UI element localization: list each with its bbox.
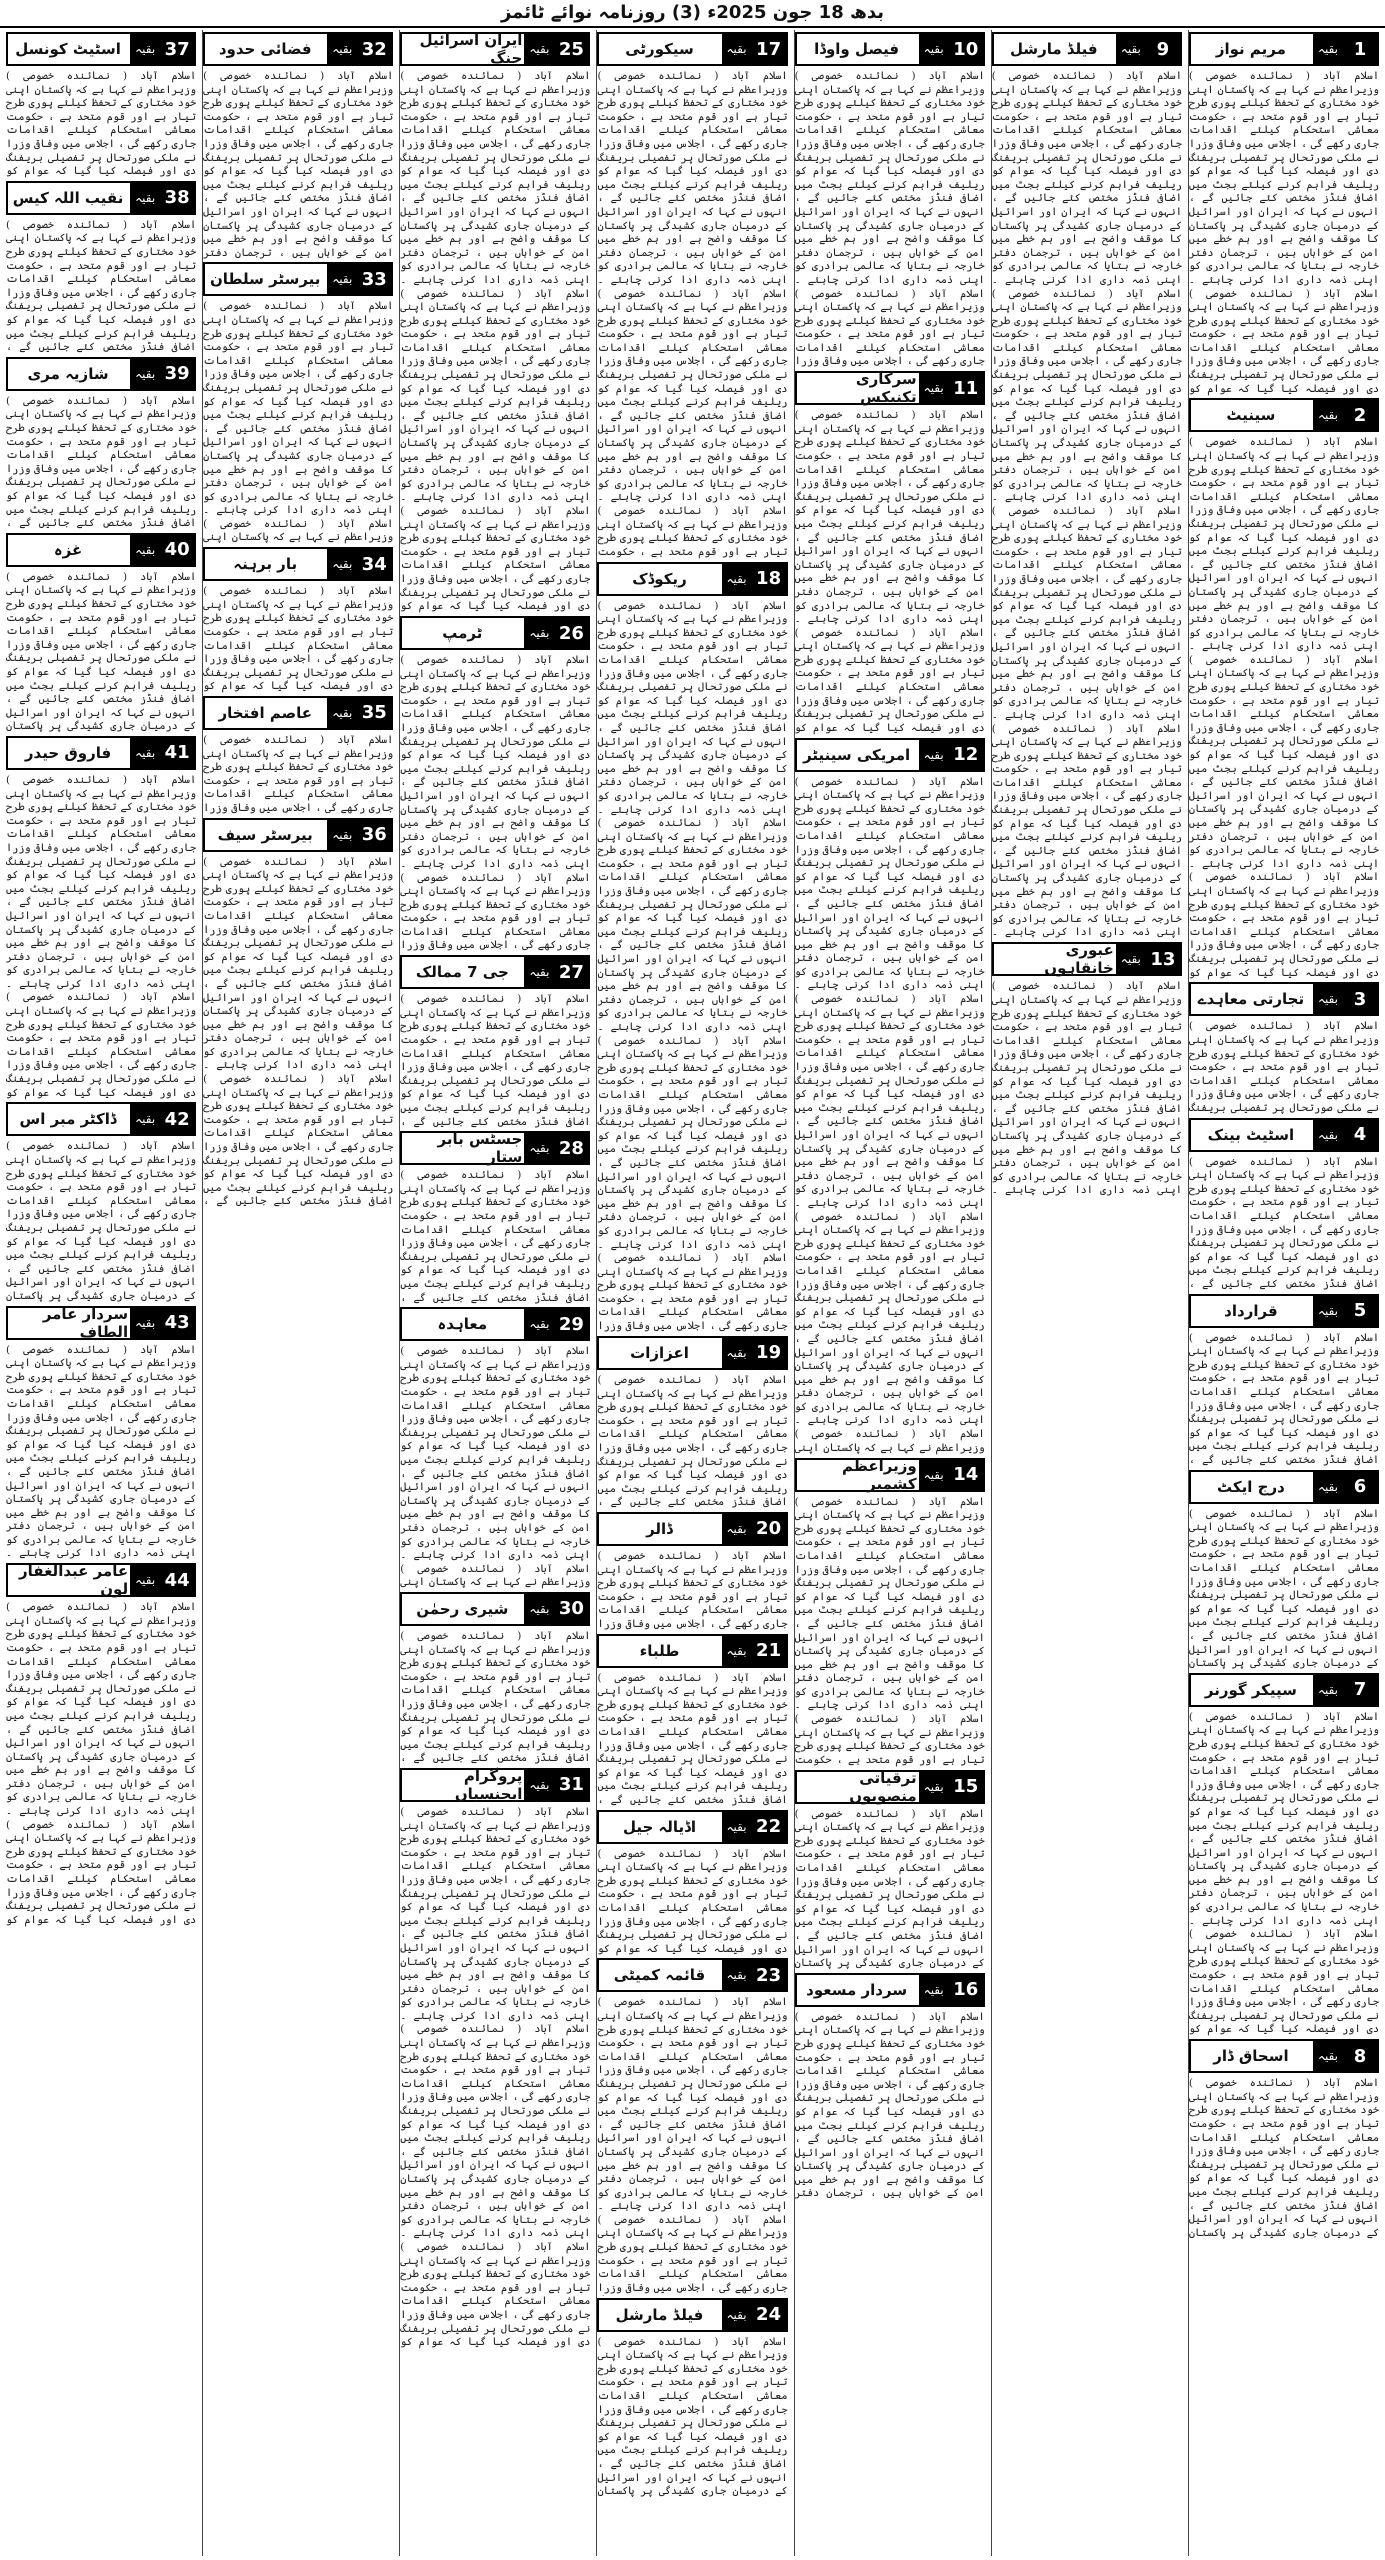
continued-label: بقیہ [128,535,160,565]
continued-header [203,547,393,581]
continued-header [1189,1470,1379,1504]
article-text: اسلام آباد ( نمائندہ خصوصی ) وزیراعظم نے کہا ہے کہ پاکستان اپنی خود مختاری کے تحفظ کیلئے پوری طرح تیار ہے اور قوم متحد ہے ، حکومت معاشی استحکام کیلئے اقدامات جاری رکھے گی ، اجلاس میں وفاقی وزرا نے ملکی صورتحال پر تفصیلی بریفنگ دی اور فیصلہ کیا گیا کہ عوام کو ریلیف فراہم کرنے کیلئے بجٹ میں اضافی فنڈز مختص کئے جائیں گے ، [400,1629,591,1765]
continued-label: بقیہ [917,34,949,64]
continued-label: بقیہ [1114,944,1146,974]
column-1 [1188,30,1379,2556]
continued-number: 31 [554,1770,588,1800]
article-text: اسلام آباد ( نمائندہ خصوصی ) وزیراعظم نے کہا ہے کہ پاکستان اپنی خود مختاری کے تحفظ کیلئے پوری طرح تیار ہے اور قوم متحد ہے ، حکومت معاشی استحکام کیلئے اقدامات جاری رکھے گی ، اجلاس میں وفاقی وزرا نے ملکی صورتحال پر تفصیلی بریفنگ دی اور فیصلہ کیا گیا کہ عوام کو ریلیف فراہم کرنے کیلئے بجٹ میں اضافی فنڈز مختص کئے جائیں گے ، انہوں نے کہا کہ ایران اور اسرائیل کے درمیان جاری کشیدگی پر پاکستان کا موقف واضح ہے اور ہم خطے میں امن کے خواہاں ہیں ، ترجمان دفتر خارجہ نے بتایا کہ عالمی برادری کو اپنی ذمہ داری ادا کرنی چاہئے ۔ اسلام آباد ( نمائندہ خصوصی ) وزیراعظم نے کہا ہے کہ پاکستان اپنی خود مختاری کے تحفظ کیلئے پوری طرح تیار ہے اور قوم متحد ہے ، حکومت معاشی استحکام کیلئے اقدامات جاری رکھے گی ، اجلاس میں وفاقی وزرا نے ملکی صورتحال پر تفصیلی بریفنگ دی اور فیصلہ کیا گیا کہ عوام کو ریلیف فراہم کرنے کیلئے بجٹ میں اضافی فنڈز مختص کئے جائیں گے ، انہوں نے کہا کہ ایران اور اسرائیل کے درمیان جاری کشیدگی پر پاکستان کا موقف واضح ہے اور ہم خطے میں امن کے خواہاں ہیں ، ترجمان دفتر خارجہ نے بتایا کہ عالمی برادری کو اپنی ذمہ داری ادا کرنی چاہئے ۔ اسلام آباد ( نمائندہ خصوصی ) وزیراعظم نے کہا ہے کہ پاکستان اپنی خود مختاری کے تحفظ کیلئے پوری طرح تیار ہے اور قوم متحد ہے ، حکومت معاشی استحکام کیلئے اقدامات جاری رکھے گی ، اجلاس میں وفاقی وزرا نے ملکی صورتحال پر تفصیلی بریفنگ دی اور فیصلہ کیا گیا کہ عوام کو ریلیف فراہم کرنے کیلئے بجٹ میں اضافی فنڈز مختص کئے جائیں گے ، انہوں نے کہا کہ ایران اور اسرائیل کے درمیان جاری کشیدگی پر پاکستان کا موقف واضح ہے اور ہم خطے میں امن کے خواہاں ہیں ، ترجمان دفتر خارجہ نے بتایا کہ عالمی برادری کو اپنی ذمہ داری ادا کرنی چاہئے ۔ اسلام آباد ( نمائندہ خصوصی ) وزیراعظم نے کہا ہے کہ پاکستان اپنی خود مختاری کے تحفظ کیلئے پوری طرح تیار ہے اور قوم متحد ہے ، حکومت معاشی استحکام کیلئے اقدامات جاری رکھے گی ، اجلاس میں وفاقی وزرا نے ملکی صورتحال پر تفصیلی بریفنگ دی اور فیصلہ کیا گیا کہ عوام کو ریلیف فراہم کرنے کیلئے بجٹ میں اضافی فنڈز مختص کئے جائیں گے ، انہوں نے کہا کہ ایران اور اسرائیل کے درمیان جاری کشیدگی پر پاکستان کا موقف واضح ہے اور ہم خطے میں امن کے خواہاں ہیں ، ترجمان دفتر خارجہ نے بتایا کہ عالمی برادری کو اپنی ذمہ داری ادا کرنی چاہئے ۔ [991,70,1182,939]
continued-header [1189,1294,1379,1328]
article-text: اسلام آباد ( نمائندہ خصوصی ) وزیراعظم نے کہا ہے کہ پاکستان اپنی خود مختاری کے تحفظ کیلئے پوری طرح تیار ہے اور قوم متحد ہے ، حکومت معاشی استحکام کیلئے اقدامات جاری رکھے گی ، اجلاس میں وفاقی وزرا نے ملکی صورتحال پر تفصیلی بریفنگ دی اور فیصلہ کیا گیا کہ عوام کو ریلیف فراہم کرنے کیلئے بجٹ میں اضافی فنڈز مختص کئے جائیں گے ، انہوں نے کہا کہ ایران اور اسرائیل کے درمیان جاری کشیدگی پر پاکستان کا موقف واضح ہے اور ہم خطے میں امن کے خواہاں ہیں ، ترجمان دفتر [794,2010,985,2200]
article-text: اسلام آباد ( نمائندہ خصوصی ) وزیراعظم نے کہا ہے کہ پاکستان اپنی خود مختاری کے تحفظ کیلئے پوری طرح تیار ہے اور قوم متحد ہے ، حکومت معاشی استحکام کیلئے اقدامات جاری رکھے گی ، اجلاس میں وفاقی وزرا نے ملکی صورتحال پر تفصیلی بریفنگ دی اور فیصلہ کیا گیا کہ عوام کو ریلیف فراہم کرنے کیلئے بجٹ میں اضافی فنڈز مختص کئے جائیں گے ، انہوں نے کہا کہ ایران اور اسرائیل کے درمیان جاری کشیدگی پر پاکستان کا موقف واضح ہے اور ہم خطے میں امن کے خواہاں ہیں ، ترجمان دفتر خارجہ نے بتایا کہ عالمی برادری کو اپنی ذمہ داری ادا کرنی چاہئے ۔ اسلام آباد ( نمائندہ خصوصی ) وزیراعظم نے کہا ہے کہ پاکستان اپنی [203,300,394,544]
continued-header [400,1768,590,1802]
continued-number: 22 [752,1812,786,1842]
article-text: اسلام آباد ( نمائندہ خصوصی ) وزیراعظم نے کہا ہے کہ پاکستان اپنی خود مختاری کے تحفظ کیلئے پوری طرح تیار ہے اور قوم متحد ہے ، حکومت معاشی استحکام کیلئے اقدامات جاری رکھے گی ، اجلاس میں وفاقی وزرا نے ملکی صورتحال پر تفصیلی بریفنگ دی اور فیصلہ کیا گیا کہ عوام کو ریلیف فراہم کرنے کیلئے بجٹ میں اضافی فنڈز مختص کئے جائیں گے ، انہوں نے کہا کہ ایران اور اسرائیل کے درمیان جاری کشیدگی پر پاکستان [6,570,197,733]
article-text: اسلام آباد ( نمائندہ خصوصی ) وزیراعظم نے کہا ہے کہ پاکستان اپنی خود مختاری کے تحفظ کیلئے پوری طرح تیار ہے اور قوم متحد ہے ، حکومت معاشی استحکام کیلئے اقدامات جاری رکھے گی ، اجلاس میں وفاقی وزرا نے ملکی صورتحال پر تفصیلی بریفنگ دی اور فیصلہ کیا گیا کہ عوام کو ریلیف فراہم کرنے کیلئے بجٹ میں اضافی فنڈز مختص کئے جائیں گے ، انہوں نے کہا کہ ایران اور اسرائیل کے درمیان جاری کشیدگی پر پاکستان کا موقف واضح ہے اور ہم خطے میں امن کے خواہاں ہیں ، ترجمان دفتر خارجہ نے بتایا کہ عالمی برادری کو اپنی ذمہ داری ادا کرنی چاہئے ۔ [991,980,1182,1197]
continued-header [597,1958,787,1992]
continued-number: 1 [1343,34,1377,64]
continued-number: 32 [357,34,391,64]
column-5 [399,30,590,2556]
continued-header [597,1810,787,1844]
continued-header [597,32,787,66]
continued-number: 35 [357,698,391,728]
article-text: اسلام آباد ( نمائندہ خصوصی ) وزیراعظم نے کہا ہے کہ پاکستان اپنی خود مختاری کے تحفظ کیلئے پوری طرح تیار ہے اور قوم متحد ہے ، حکومت معاشی استحکام کیلئے اقدامات جاری رکھے گی ، اجلاس میں وفاقی وزرا نے ملکی صورتحال پر تفصیلی بریفنگ دی اور فیصلہ کیا گیا کہ عوام کو ریلیف فراہم کرنے کیلئے بجٹ میں اضافی فنڈز مختص کئے جائیں گے ، انہوں نے کہا کہ ایران اور اسرائیل کے درمیان جاری کشیدگی پر پاکستان [1188,2077,1379,2239]
continued-number: 5 [1343,1296,1377,1326]
continued-title: جسٹس بابر ستار [402,1133,522,1163]
continued-title: تجارتی معاہدے [1191,984,1311,1014]
continued-title: قرارداد [1191,1296,1311,1326]
continued-title: پروگرام ایجنسیاں [402,1770,522,1800]
article-text: اسلام آباد ( نمائندہ خصوصی ) وزیراعظم نے کہا ہے کہ پاکستان اپنی خود مختاری کے تحفظ کیلئے پوری طرح تیار ہے اور قوم متحد ہے ، حکومت معاشی استحکام کیلئے اقدامات جاری رکھے گی ، اجلاس میں وفاقی وزرا نے ملکی صورتحال پر تفصیلی بریفنگ دی اور فیصلہ کیا گیا کہ عوام کو ریلیف فراہم کرنے کیلئے بجٹ میں اضافی فنڈز مختص کئے جائیں گے ، [597,1373,788,1509]
continued-title: عبوری خانقاہوں [994,944,1114,974]
article-text: اسلام آباد ( نمائندہ خصوصی ) وزیراعظم نے کہا ہے کہ پاکستان اپنی خود مختاری کے تحفظ کیلئے پوری طرح تیار ہے اور قوم متحد ہے ، حکومت معاشی استحکام کیلئے اقدامات جاری رکھے گی ، اجلاس میں وفاقی وزرا نے ملکی صورتحال پر تفصیلی بریفنگ دی اور فیصلہ کیا گیا کہ عوام کو ریلیف فراہم کرنے کیلئے بجٹ میں اضافی فنڈز مختص کئے جائیں گے ، انہوں نے کہا کہ ایران اور اسرائیل کے درمیان جاری کشیدگی پر پاکستان [794,1807,985,1970]
continued-label: بقیہ [720,2300,752,2330]
continued-label: بقیہ [325,820,357,850]
continued-label: بقیہ [128,359,160,389]
continued-number: 33 [357,264,391,294]
article-text: اسلام آباد ( نمائندہ خصوصی ) وزیراعظم نے کہا ہے کہ پاکستان اپنی خود مختاری کے تحفظ کیلئے پوری طرح تیار ہے اور قوم متحد ہے ، حکومت معاشی استحکام کیلئے اقدامات جاری رکھے گی ، اجلاس میں وفاقی وزرا نے ملکی صورتحال پر تفصیلی بریفنگ دی اور فیصلہ کیا گیا کہ عوام کو ریلیف فراہم کرنے کیلئے بجٹ میں اضافی فنڈز مختص کئے جائیں گے ، انہوں نے کہا کہ ایران اور اسرائیل کے درمیان جاری کشیدگی پر پاکستان کا موقف واضح ہے اور ہم خطے میں امن کے خواہاں ہیں ، ترجمان دفتر خارجہ نے بتایا کہ عالمی برادری کو اپنی ذمہ داری ادا کرنی چاہئے ۔ اسلام آباد ( نمائندہ خصوصی ) وزیراعظم نے کہا ہے کہ پاکستان اپنی خود مختاری کے تحفظ کیلئے پوری طرح تیار ہے اور قوم متحد ہے ، حکومت [794,1495,985,1766]
continued-title: فاروق حیدر [8,738,128,768]
continued-number: 26 [554,618,588,648]
article-text: اسلام آباد ( نمائندہ خصوصی ) وزیراعظم نے کہا ہے کہ پاکستان اپنی خود مختاری کے تحفظ کیلئے پوری طرح تیار ہے اور قوم متحد ہے ، حکومت معاشی استحکام کیلئے اقدامات جاری رکھے گی ، اجلاس میں وفاقی وزرا نے ملکی صورتحال پر تفصیلی بریفنگ دی اور فیصلہ کیا گیا کہ عوام کو ریلیف فراہم کرنے کیلئے بجٹ میں اضافی فنڈز مختص کئے جائیں گے ، انہوں نے کہا کہ ایران اور اسرائیل کے درمیان جاری کشیدگی پر پاکستان کا موقف واضح ہے اور ہم خطے میں امن کے خواہاں ہیں ، ترجمان دفتر خارجہ نے بتایا کہ عالمی برادری کو اپنی ذمہ داری ادا کرنی چاہئے ۔ [6,1343,197,1560]
continued-header [203,818,393,852]
continued-title: اعزازات [599,1338,719,1368]
continued-label: بقیہ [1311,1472,1343,1502]
continued-label: بقیہ [1114,34,1146,64]
continued-label: بقیہ [522,1309,554,1339]
continued-title: غزہ [8,535,128,565]
continued-title: فیلڈ مارشل [994,34,1114,64]
continued-label: بقیہ [720,1960,752,1990]
continued-label: بقیہ [1311,2041,1343,2071]
article-text: اسلام آباد ( نمائندہ خصوصی ) وزیراعظم نے کہا ہے کہ پاکستان اپنی خود مختاری کے تحفظ کیلئے پوری طرح تیار ہے اور قوم متحد ہے ، حکومت معاشی استحکام کیلئے اقدامات جاری رکھے گی ، اجلاس میں وفاقی وزرا نے ملکی صورتحال پر تفصیلی بریفنگ دی اور فیصلہ کیا گیا کہ عوام کو ریلیف فراہم کرنے کیلئے بجٹ میں اضافی فنڈز مختص کئے جائیں گے ، انہوں نے کہا کہ ایران اور اسرائیل کے درمیان جاری کشیدگی پر پاکستان کا موقف واضح ہے اور ہم خطے میں امن کے خواہاں ہیں ، ترجمان دفتر خارجہ نے بتایا کہ عالمی برادری کو اپنی ذمہ داری ادا کرنی چاہئے ۔ اسلام آباد ( نمائندہ خصوصی ) وزیراعظم نے کہا ہے کہ پاکستان اپنی خود مختاری کے تحفظ کیلئے پوری طرح تیار ہے اور قوم متحد ہے ، حکومت معاشی استحکام کیلئے اقدامات جاری رکھے گی ، اجلاس میں وفاقی وزرا نے ملکی صورتحال پر تفصیلی بریفنگ دی اور فیصلہ کیا گیا کہ عوام کو [794,409,985,734]
continued-header [400,1131,590,1165]
continued-label: بقیہ [917,740,949,770]
continued-title: امریکی سینیٹر [797,740,917,770]
continued-header [992,942,1182,976]
article-text: اسلام آباد ( نمائندہ خصوصی ) وزیراعظم نے کہا ہے کہ پاکستان اپنی خود مختاری کے تحفظ کیلئے پوری طرح تیار ہے اور قوم متحد ہے ، حکومت معاشی استحکام کیلئے اقدامات جاری رکھے گی ، اجلاس میں وفاقی وزرا نے ملکی صورتحال پر تفصیلی بریفنگ دی اور فیصلہ کیا گیا کہ عوام کو ریلیف فراہم کرنے کیلئے بجٹ میں اضافی فنڈز مختص کئے جائیں گے ، [6,394,197,530]
continued-label: بقیہ [720,1636,752,1666]
article-text: اسلام آباد ( نمائندہ خصوصی ) وزیراعظم نے کہا ہے کہ پاکستان اپنی خود مختاری کے تحفظ کیلئے پوری طرح تیار ہے اور قوم متحد ہے ، حکومت معاشی استحکام کیلئے اقدامات جاری رکھے گی ، اجلاس میں وفاقی وزرا نے ملکی صورتحال پر تفصیلی بریفنگ دی اور فیصلہ کیا گیا کہ عوام کو ریلیف فراہم کرنے کیلئے بجٹ میں اضافی فنڈز مختص کئے جائیں گے ، انہوں نے کہا کہ ایران اور اسرائیل کے درمیان جاری کشیدگی پر پاکستان [597,2335,788,2498]
continued-header [1189,1673,1379,1707]
continued-header [400,1307,590,1341]
continued-number: 21 [752,1636,786,1666]
continued-title: سینیٹ [1191,400,1311,430]
continued-number: 7 [1343,1675,1377,1705]
continued-header [6,533,196,567]
continued-title: سردار مسعود [797,1975,917,2005]
continued-header [1189,398,1379,432]
continued-title: سیکورٹی [599,34,719,64]
continued-header [992,32,1182,66]
continued-label: بقیہ [1311,1120,1343,1150]
continued-number: 12 [949,740,983,770]
continued-header [597,1512,787,1546]
continued-header [1189,982,1379,1016]
continued-label: بقیہ [1311,400,1343,430]
continued-label: بقیہ [522,618,554,648]
continued-title: فیصل واوڈا [797,34,917,64]
continued-header [795,1973,985,2007]
continued-label: بقیہ [720,1812,752,1842]
article-text: اسلام آباد ( نمائندہ خصوصی ) وزیراعظم نے کہا ہے کہ پاکستان اپنی خود مختاری کے تحفظ کیلئے پوری طرح تیار ہے اور قوم متحد ہے ، حکومت معاشی استحکام کیلئے اقدامات جاری رکھے گی ، اجلاس میں وفاقی وزرا نے ملکی صورتحال پر تفصیلی بریفنگ دی اور فیصلہ کیا گیا کہ عوام کو ریلیف فراہم کرنے کیلئے بجٹ میں اضافی فنڈز مختص کئے جائیں گے ، انہوں نے کہا کہ ایران اور اسرائیل کے درمیان جاری کشیدگی پر پاکستان کا موقف واضح ہے اور ہم خطے میں امن کے خواہاں ہیں ، ترجمان دفتر خارجہ نے بتایا کہ عالمی برادری کو اپنی ذمہ داری ادا کرنی چاہئے ۔ اسلام آباد ( نمائندہ خصوصی ) وزیراعظم نے کہا ہے کہ پاکستان اپنی خود مختاری کے تحفظ کیلئے پوری طرح تیار ہے اور قوم متحد ہے ، حکومت معاشی استحکام کیلئے اقدامات جاری رکھے گی ، اجلاس میں وفاقی وزرا [794,70,985,368]
continued-header [1189,32,1379,66]
article-text: اسلام آباد ( نمائندہ خصوصی ) وزیراعظم نے کہا ہے کہ پاکستان اپنی خود مختاری کے تحفظ کیلئے پوری طرح تیار ہے اور قوم متحد ہے ، حکومت معاشی استحکام کیلئے اقدامات جاری رکھے گی ، اجلاس میں وفاقی وزرا نے ملکی صورتحال پر تفصیلی بریفنگ دی اور فیصلہ کیا گیا کہ عوام کو ریلیف فراہم کرنے کیلئے بجٹ میں اضافی فنڈز مختص کئے جائیں گے ، انہوں نے کہا کہ ایران اور اسرائیل کے درمیان جاری کشیدگی پر پاکستان کا موقف واضح ہے اور ہم خطے میں امن کے خواہاں ہیں ، ترجمان دفتر خارجہ نے بتایا کہ عالمی برادری کو اپنی ذمہ داری ادا کرنی چاہئے ۔ اسلام آباد ( نمائندہ خصوصی ) وزیراعظم نے کہا ہے کہ پاکستان اپنی [400,1345,591,1589]
newspaper-page [6,30,1379,2556]
continued-number: 42 [160,1104,194,1134]
continued-header [400,955,590,989]
article-text: اسلام آباد ( نمائندہ خصوصی ) وزیراعظم نے کہا ہے کہ پاکستان اپنی خود مختاری کے تحفظ کیلئے پوری طرح تیار ہے اور قوم متحد ہے ، حکومت معاشی استحکام کیلئے اقدامات جاری رکھے گی ، اجلاس میں وفاقی وزرا نے ملکی صورتحال پر تفصیلی بریفنگ دی اور فیصلہ کیا گیا کہ عوام کو ریلیف فراہم کرنے کیلئے بجٹ میں اضافی فنڈز مختص کئے جائیں گے ، انہوں نے کہا کہ ایران اور اسرائیل کے درمیان جاری کشیدگی پر پاکستان کا موقف واضح ہے اور ہم خطے میں امن کے خواہاں ہیں ، ترجمان دفتر خارجہ نے بتایا کہ عالمی برادری کو اپنی ذمہ داری ادا کرنی چاہئے ۔ اسلام آباد ( نمائندہ خصوصی ) وزیراعظم نے کہا ہے کہ پاکستان اپنی خود مختاری کے تحفظ کیلئے پوری طرح تیار ہے اور قوم متحد ہے ، حکومت معاشی استحکام کیلئے اقدامات جاری رکھے گی ، اجلاس میں وفاقی وزرا [597,1996,788,2294]
continued-header [795,371,985,405]
continued-header [203,696,393,730]
continued-header [203,262,393,296]
continued-number: 28 [554,1133,588,1163]
article-text: اسلام آباد ( نمائندہ خصوصی ) وزیراعظم نے کہا ہے کہ پاکستان اپنی خود مختاری کے تحفظ کیلئے پوری طرح تیار ہے اور قوم متحد ہے ، حکومت معاشی استحکام کیلئے اقدامات جاری رکھے گی ، اجلاس میں وفاقی وزرا نے ملکی صورتحال پر تفصیلی بریفنگ دی اور فیصلہ کیا گیا کہ عوام کو ریلیف فراہم کرنے کیلئے بجٹ میں اضافی فنڈز مختص کئے جائیں گے ، انہوں نے کہا کہ ایران اور اسرائیل کے درمیان جاری کشیدگی پر پاکستان کا موقف واضح ہے اور ہم خطے میں امن کے خواہاں ہیں ، ترجمان دفتر خارجہ نے بتایا کہ عالمی برادری کو اپنی ذمہ داری ادا کرنی چاہئے ۔ اسلام آباد ( نمائندہ خصوصی ) وزیراعظم نے کہا ہے کہ پاکستان اپنی خود مختاری کے تحفظ کیلئے پوری طرح تیار ہے اور قوم متحد ہے ، حکومت معاشی استحکام کیلئے اقدامات جاری رکھے گی ، اجلاس میں وفاقی وزرا نے ملکی صورتحال پر تفصیلی بریفنگ دی اور فیصلہ کیا گیا کہ عوام کو [6,1601,197,1926]
article-text: اسلام آباد ( نمائندہ خصوصی ) وزیراعظم نے کہا ہے کہ پاکستان اپنی خود مختاری کے تحفظ کیلئے پوری طرح تیار ہے اور قوم متحد ہے ، حکومت معاشی استحکام کیلئے اقدامات جاری رکھے گی ، اجلاس میں وفاقی وزرا نے ملکی صورتحال پر تفصیلی بریفنگ دی اور فیصلہ کیا گیا کہ عوام کو [6,70,197,178]
continued-title: سردار عامر الطاف [8,1308,128,1338]
continued-label: بقیہ [128,34,160,64]
continued-label: بقیہ [522,1133,554,1163]
article-text: اسلام آباد ( نمائندہ خصوصی ) وزیراعظم نے کہا ہے کہ پاکستان اپنی خود مختاری کے تحفظ کیلئے پوری طرح تیار ہے اور قوم متحد ہے ، حکومت معاشی استحکام کیلئے اقدامات جاری رکھے گی ، اجلاس میں وفاقی وزرا نے ملکی صورتحال پر تفصیلی بریفنگ دی اور فیصلہ کیا گیا کہ عوام کو ریلیف فراہم کرنے کیلئے بجٹ میں اضافی فنڈز مختص کئے جائیں گے ، انہوں نے کہا کہ ایران اور اسرائیل کے درمیان جاری کشیدگی پر پاکستان کا موقف واضح ہے اور ہم خطے میں امن کے خواہاں ہیں ، ترجمان دفتر خارجہ نے بتایا کہ عالمی برادری کو اپنی ذمہ داری ادا کرنی چاہئے ۔ اسلام آباد ( نمائندہ خصوصی ) وزیراعظم نے کہا ہے کہ پاکستان اپنی خود مختاری کے تحفظ کیلئے پوری طرح تیار ہے اور قوم متحد ہے ، حکومت معاشی استحکام کیلئے اقدامات جاری رکھے گی ، اجلاس میں وفاقی وزرا نے ملکی صورتحال پر تفصیلی بریفنگ دی اور فیصلہ کیا گیا کہ عوام کو ریلیف فراہم کرنے کیلئے بجٹ میں اضافی فنڈز مختص کئے جائیں گے ، [203,855,394,1208]
continued-number: 9 [1146,34,1180,64]
masthead: بدھ 18 جون 2025ء (3) روزنامہ نوائے ٹائمز [0,0,1385,28]
continued-title: فیلڈ مارشل [599,2300,719,2330]
continued-title: ٹرمپ [402,618,522,648]
column-3 [794,30,985,2556]
continued-number: 3 [1343,984,1377,1014]
column-6 [202,30,393,2556]
continued-label: بقیہ [720,34,752,64]
continued-title: فضائی حدود [205,34,325,64]
continued-number: 34 [357,549,391,579]
continued-label: بقیہ [325,264,357,294]
continued-label: بقیہ [325,698,357,728]
continued-title: ڈالر [599,1514,719,1544]
continued-label: بقیہ [522,34,554,64]
continued-number: 44 [160,1565,194,1595]
continued-title: اڈیالہ جیل [599,1812,719,1842]
continued-number: 24 [752,2300,786,2330]
continued-label: بقیہ [917,1772,949,1802]
continued-label: بقیہ [720,1338,752,1368]
continued-title: معاہدہ [402,1309,522,1339]
article-text: اسلام آباد ( نمائندہ خصوصی ) وزیراعظم نے کہا ہے کہ پاکستان اپنی خود مختاری کے تحفظ کیلئے پوری طرح تیار ہے اور قوم متحد ہے ، حکومت معاشی استحکام کیلئے اقدامات جاری رکھے گی ، اجلاس میں وفاقی وزرا نے ملکی صورتحال پر تفصیلی بریفنگ دی اور فیصلہ کیا گیا کہ عوام کو ریلیف فراہم کرنے کیلئے بجٹ میں اضافی فنڈز مختص کئے جائیں گے ، [597,1671,788,1806]
continued-number: 37 [160,34,194,64]
continued-label: بقیہ [325,549,357,579]
column-7 [6,30,196,2556]
continued-header [6,181,196,215]
continued-number: 40 [160,535,194,565]
continued-title: جی 7 ممالک [402,957,522,987]
continued-number: 2 [1343,400,1377,430]
article-text: اسلام آباد ( نمائندہ خصوصی ) وزیراعظم نے کہا ہے کہ پاکستان اپنی خود مختاری کے تحفظ کیلئے پوری طرح تیار ہے اور قوم متحد ہے ، حکومت معاشی استحکام کیلئے اقدامات جاری رکھے گی ، اجلاس میں وفاقی وزرا نے ملکی صورتحال پر تفصیلی بریفنگ دی اور فیصلہ کیا گیا کہ عوام کو [203,585,394,693]
continued-number: 36 [357,820,391,850]
continued-title: شازیہ مری [8,359,128,389]
continued-header [6,357,196,391]
article-text: اسلام آباد ( نمائندہ خصوصی ) وزیراعظم نے کہا ہے کہ پاکستان اپنی خود مختاری کے تحفظ کیلئے پوری طرح تیار ہے اور قوم متحد ہے ، حکومت معاشی استحکام کیلئے اقدامات جاری رکھے گی ، اجلاس میں وفاقی وزرا نے ملکی صورتحال پر تفصیلی بریفنگ دی اور فیصلہ کیا گیا کہ عوام کو ریلیف فراہم کرنے کیلئے بجٹ میں اضافی فنڈز مختص کئے جائیں گے ، انہوں نے کہا کہ ایران اور اسرائیل کے درمیان جاری کشیدگی پر پاکستان کا موقف واضح ہے اور ہم خطے میں امن کے خواہاں ہیں ، ترجمان دفتر خارجہ نے بتایا کہ عالمی برادری کو اپنی ذمہ داری ادا کرنی چاہئے ۔ اسلام آباد ( نمائندہ خصوصی ) وزیراعظم نے کہا ہے کہ پاکستان اپنی خود مختاری کے تحفظ کیلئے پوری طرح تیار ہے اور قوم متحد ہے ، حکومت معاشی استحکام کیلئے اقدامات جاری رکھے گی ، اجلاس میں وفاقی وزرا نے ملکی صورتحال پر تفصیلی بریفنگ دی اور فیصلہ کیا گیا کہ عوام کو ریلیف فراہم کرنے کیلئے بجٹ میں اضافی فنڈز مختص کئے جائیں گے ، انہوں نے کہا کہ ایران اور اسرائیل کے درمیان جاری کشیدگی پر پاکستان کا موقف واضح ہے اور ہم خطے میں امن کے خواہاں ہیں ، ترجمان دفتر خارجہ نے بتایا کہ عالمی برادری کو اپنی ذمہ داری ادا کرنی چاہئے ۔ اسلام آباد ( نمائندہ خصوصی ) وزیراعظم نے کہا ہے کہ پاکستان اپنی خود مختاری کے تحفظ کیلئے پوری طرح تیار ہے اور قوم متحد ہے ، حکومت معاشی استحکام کیلئے اقدامات جاری رکھے گی ، اجلاس میں وفاقی وزرا نے ملکی صورتحال پر تفصیلی بریفنگ دی اور فیصلہ کیا گیا کہ عوام کو [400,1805,591,2349]
continued-header [795,32,985,66]
continued-label: بقیہ [1311,1675,1343,1705]
continued-header [6,32,196,66]
article-text: اسلام آباد ( نمائندہ خصوصی ) وزیراعظم نے کہا ہے کہ پاکستان اپنی خود مختاری کے تحفظ کیلئے پوری طرح تیار ہے اور قوم متحد ہے ، حکومت معاشی استحکام کیلئے اقدامات جاری رکھے گی ، اجلاس میں وفاقی وزرا نے ملکی صورتحال پر تفصیلی بریفنگ دی اور فیصلہ کیا گیا کہ عوام کو ریلیف فراہم کرنے کیلئے بجٹ میں اضافی فنڈز مختص کئے جائیں گے ، انہوں نے کہا کہ ایران اور اسرائیل کے درمیان جاری کشیدگی پر پاکستان کا موقف واضح ہے اور ہم خطے میں امن کے خواہاں ہیں ، ترجمان دفتر خارجہ نے بتایا کہ عالمی برادری کو اپنی ذمہ داری ادا کرنی چاہئے ۔ اسلام آباد ( نمائندہ خصوصی ) وزیراعظم نے کہا ہے کہ پاکستان اپنی خود مختاری کے تحفظ کیلئے پوری طرح تیار ہے اور قوم متحد ہے ، حکومت معاشی استحکام کیلئے اقدامات جاری رکھے گی ، اجلاس میں وفاقی وزرا نے ملکی صورتحال پر تفصیلی بریفنگ دی اور فیصلہ کیا گیا کہ عوام کو [1188,1710,1379,2036]
continued-title: نقیب اللہ کیس [8,183,128,213]
continued-number: 6 [1343,1472,1377,1502]
continued-title: سپیکر گورنر [1191,1675,1311,1705]
continued-label: بقیہ [720,564,752,594]
continued-label: بقیہ [720,1514,752,1544]
continued-header [597,1634,787,1668]
article-text: اسلام آباد ( نمائندہ خصوصی ) وزیراعظم نے کہا ہے کہ پاکستان اپنی خود مختاری کے تحفظ کیلئے پوری طرح تیار ہے اور قوم متحد ہے ، حکومت معاشی استحکام کیلئے اقدامات جاری رکھے گی ، اجلاس میں وفاقی وزرا نے ملکی صورتحال پر تفصیلی بریفنگ دی اور فیصلہ کیا گیا کہ عوام کو ریلیف فراہم کرنے کیلئے بجٹ میں اضافی فنڈز مختص کئے جائیں گے ، انہوں نے کہا کہ ایران اور اسرائیل کے درمیان جاری کشیدگی پر پاکستان کا موقف واضح ہے اور ہم خطے میں امن کے خواہاں ہیں ، ترجمان دفتر خارجہ نے بتایا کہ عالمی برادری کو اپنی ذمہ داری ادا کرنی چاہئے ۔ اسلام آباد ( نمائندہ خصوصی ) وزیراعظم نے کہا ہے کہ پاکستان اپنی خود مختاری کے تحفظ کیلئے پوری طرح تیار ہے اور قوم متحد ہے ، حکومت معاشی استحکام کیلئے اقدامات جاری رکھے گی ، اجلاس میں وفاقی وزرا نے ملکی صورتحال پر تفصیلی بریفنگ دی اور فیصلہ کیا گیا کہ عوام کو [1188,70,1379,395]
continued-number: 25 [554,34,588,64]
article-text: اسلام آباد ( نمائندہ خصوصی ) وزیراعظم نے کہا ہے کہ پاکستان اپنی خود مختاری کے تحفظ کیلئے پوری طرح تیار ہے اور قوم متحد ہے ، حکومت معاشی استحکام کیلئے اقدامات جاری رکھے گی ، اجلاس میں وفاقی وزرا نے ملکی صورتحال پر تفصیلی بریفنگ دی اور فیصلہ کیا گیا کہ عوام کو ریلیف فراہم کرنے کیلئے بجٹ میں اضافی فنڈز مختص کئے جائیں گے ، انہوں نے کہا کہ ایران اور اسرائیل کے درمیان جاری کشیدگی پر پاکستان کا موقف واضح ہے اور ہم خطے میں امن کے خواہاں ہیں ، ترجمان دفتر خارجہ نے بتایا کہ عالمی برادری کو اپنی ذمہ داری ادا کرنی چاہئے ۔ اسلام آباد ( نمائندہ خصوصی ) وزیراعظم نے کہا ہے کہ پاکستان اپنی خود مختاری کے تحفظ کیلئے پوری طرح تیار ہے اور قوم متحد ہے ، حکومت معاشی استحکام کیلئے اقدامات جاری رکھے گی ، اجلاس میں وفاقی وزرا نے ملکی صورتحال پر تفصیلی بریفنگ دی اور فیصلہ کیا گیا کہ عوام کو [6,773,197,1099]
continued-label: بقیہ [128,1308,160,1338]
article-text: اسلام آباد ( نمائندہ خصوصی ) وزیراعظم نے کہا ہے کہ پاکستان اپنی خود مختاری کے تحفظ کیلئے پوری طرح تیار ہے اور قوم متحد ہے ، حکومت معاشی استحکام کیلئے اقدامات جاری رکھے گی ، اجلاس میں وفاقی وزرا [203,733,394,814]
article-text: اسلام آباد ( نمائندہ خصوصی ) وزیراعظم نے کہا ہے کہ پاکستان اپنی خود مختاری کے تحفظ کیلئے پوری طرح تیار ہے اور قوم متحد ہے ، حکومت معاشی استحکام کیلئے اقدامات جاری رکھے گی ، اجلاس میں وفاقی وزرا نے ملکی صورتحال پر تفصیلی بریفنگ دی اور فیصلہ کیا گیا کہ عوام کو ریلیف فراہم کرنے کیلئے بجٹ میں اضافی فنڈز مختص کئے جائیں گے ، انہوں نے کہا کہ ایران اور اسرائیل کے درمیان جاری کشیدگی پر پاکستان کا موقف واضح ہے اور ہم خطے میں امن کے خواہاں ہیں ، ترجمان دفتر خارجہ نے بتایا کہ عالمی برادری کو اپنی ذمہ داری ادا کرنی چاہئے ۔ اسلام آباد ( نمائندہ خصوصی ) وزیراعظم نے کہا ہے کہ پاکستان اپنی خود مختاری کے تحفظ کیلئے پوری طرح تیار ہے اور قوم متحد ہے ، حکومت معاشی استحکام کیلئے اقدامات جاری رکھے گی ، اجلاس میں وفاقی وزرا [400,654,591,952]
continued-number: 15 [949,1772,983,1802]
continued-title: درج ایکٹ [1191,1472,1311,1502]
article-text: اسلام آباد ( نمائندہ خصوصی ) وزیراعظم نے کہا ہے کہ پاکستان اپنی خود مختاری کے تحفظ کیلئے پوری طرح تیار ہے اور قوم متحد ہے ، حکومت معاشی استحکام کیلئے اقدامات جاری رکھے گی ، اجلاس میں وفاقی وزرا نے ملکی صورتحال پر تفصیلی بریفنگ دی اور فیصلہ کیا گیا کہ عوام کو ریلیف فراہم کرنے کیلئے بجٹ میں اضافی فنڈز مختص کئے جائیں گے ، [1188,1155,1379,1290]
continued-number: 43 [160,1308,194,1338]
article-text: اسلام آباد ( نمائندہ خصوصی ) وزیراعظم نے کہا ہے کہ پاکستان اپنی خود مختاری کے تحفظ کیلئے پوری طرح تیار ہے اور قوم متحد ہے ، حکومت معاشی استحکام کیلئے اقدامات جاری رکھے گی ، اجلاس میں وفاقی وزرا نے ملکی صورتحال پر تفصیلی بریفنگ دی اور فیصلہ کیا گیا کہ عوام کو ریلیف فراہم کرنے کیلئے بجٹ میں اضافی فنڈز مختص کئے جائیں گے ، انہوں نے کہا کہ ایران اور اسرائیل کے درمیان جاری کشیدگی پر پاکستان [6,1140,197,1302]
article-text: اسلام آباد ( نمائندہ خصوصی ) وزیراعظم نے کہا ہے کہ پاکستان اپنی خود مختاری کے تحفظ کیلئے پوری طرح تیار ہے اور قوم متحد ہے ، حکومت معاشی استحکام کیلئے اقدامات جاری رکھے گی ، اجلاس میں وفاقی وزرا نے ملکی صورتحال پر تفصیلی بریفنگ دی اور فیصلہ کیا گیا کہ عوام کو ریلیف فراہم کرنے کیلئے بجٹ میں اضافی فنڈز مختص کئے جائیں گے ، [6,218,197,354]
continued-label: بقیہ [128,1104,160,1134]
continued-label: بقیہ [128,183,160,213]
continued-header [6,1306,196,1340]
continued-number: 14 [949,1460,983,1490]
article-text: اسلام آباد ( نمائندہ خصوصی ) وزیراعظم نے کہا ہے کہ پاکستان اپنی خود مختاری کے تحفظ کیلئے پوری طرح تیار ہے اور قوم متحد ہے ، حکومت معاشی استحکام کیلئے اقدامات جاری رکھے گی ، اجلاس میں وفاقی وزرا نے ملکی صورتحال پر تفصیلی بریفنگ دی اور فیصلہ کیا گیا کہ عوام کو ریلیف فراہم کرنے کیلئے بجٹ میں اضافی فنڈز مختص کئے جائیں گے ، [400,1169,591,1304]
continued-label: بقیہ [1311,1296,1343,1326]
continued-number: 41 [160,738,194,768]
continued-number: 8 [1343,2041,1377,2071]
continued-header [1189,2039,1379,2073]
continued-title: عامر عبدالغفار لون [8,1565,128,1595]
column-2 [991,30,1182,2556]
continued-number: 29 [554,1309,588,1339]
continued-header [400,32,590,66]
continued-label: بقیہ [1311,984,1343,1014]
continued-number: 17 [752,34,786,64]
continued-title: وزیراعظم کشمیر [797,1460,917,1490]
continued-header [203,32,393,66]
article-text: اسلام آباد ( نمائندہ خصوصی ) وزیراعظم نے کہا ہے کہ پاکستان اپنی خود مختاری کے تحفظ کیلئے پوری طرح تیار ہے اور قوم متحد ہے ، حکومت معاشی استحکام کیلئے اقدامات جاری رکھے گی ، اجلاس میں وفاقی وزرا نے ملکی صورتحال پر تفصیلی بریفنگ دی اور فیصلہ کیا گیا کہ عوام کو ریلیف فراہم کرنے کیلئے بجٹ میں اضافی فنڈز مختص کئے جائیں گے ، [1188,1331,1379,1466]
continued-number: 20 [752,1514,786,1544]
continued-number: 19 [752,1338,786,1368]
continued-number: 13 [1146,944,1180,974]
article-text: اسلام آباد ( نمائندہ خصوصی ) وزیراعظم نے کہا ہے کہ پاکستان اپنی خود مختاری کے تحفظ کیلئے پوری طرح تیار ہے اور قوم متحد ہے ، حکومت معاشی استحکام کیلئے اقدامات جاری رکھے گی ، اجلاس میں وفاقی وزرا نے ملکی صورتحال پر تفصیلی بریفنگ دی اور فیصلہ کیا گیا کہ عوام کو ریلیف فراہم کرنے کیلئے بجٹ میں اضافی فنڈز مختص کئے جائیں گے ، [400,993,591,1128]
continued-title: اسٹیٹ کونسل [8,34,128,64]
continued-title: بار برہنہ [205,549,325,579]
continued-number: 23 [752,1960,786,1990]
continued-label: بقیہ [917,1975,949,2005]
article-text: اسلام آباد ( نمائندہ خصوصی ) وزیراعظم نے کہا ہے کہ پاکستان اپنی خود مختاری کے تحفظ کیلئے پوری طرح تیار ہے اور قوم متحد ہے ، حکومت معاشی استحکام کیلئے اقدامات جاری رکھے گی ، اجلاس میں وفاقی وزرا [597,1549,788,1630]
continued-header [597,1336,787,1370]
article-text: اسلام آباد ( نمائندہ خصوصی ) وزیراعظم نے کہا ہے کہ پاکستان اپنی خود مختاری کے تحفظ کیلئے پوری طرح تیار ہے اور قوم متحد ہے ، حکومت معاشی استحکام کیلئے اقدامات جاری رکھے گی ، اجلاس میں وفاقی وزرا نے ملکی صورتحال پر تفصیلی بریفنگ دی اور فیصلہ کیا گیا کہ عوام کو ریلیف فراہم کرنے کیلئے بجٹ میں اضافی فنڈز مختص کئے جائیں گے ، انہوں نے کہا کہ ایران اور اسرائیل کے درمیان جاری کشیدگی پر پاکستان کا موقف واضح ہے اور ہم خطے میں امن کے خواہاں ہیں ، ترجمان دفتر خارجہ نے بتایا کہ عالمی برادری کو اپنی ذمہ داری ادا کرنی چاہئے ۔ اسلام آباد ( نمائندہ خصوصی ) وزیراعظم نے کہا ہے کہ پاکستان اپنی خود مختاری کے تحفظ کیلئے پوری طرح تیار ہے اور قوم متحد ہے ، حکومت معاشی استحکام کیلئے اقدامات جاری رکھے گی ، اجلاس میں وفاقی وزرا نے ملکی صورتحال پر تفصیلی بریفنگ دی اور فیصلہ کیا گیا کہ عوام کو ریلیف فراہم کرنے کیلئے بجٹ میں اضافی فنڈز مختص کئے جائیں گے ، انہوں نے کہا کہ ایران اور اسرائیل کے درمیان جاری کشیدگی پر پاکستان کا موقف واضح ہے اور ہم خطے میں امن کے خواہاں ہیں ، ترجمان دفتر خارجہ نے بتایا کہ عالمی برادری کو اپنی ذمہ داری ادا کرنی چاہئے ۔ اسلام آباد ( نمائندہ خصوصی ) وزیراعظم نے کہا ہے کہ پاکستان اپنی خود مختاری کے تحفظ کیلئے پوری طرح تیار ہے اور قوم متحد ہے ، حکومت معاشی استحکام کیلئے اقدامات جاری رکھے گی ، اجلاس میں وفاقی وزرا نے ملکی صورتحال پر تفصیلی بریفنگ دی اور فیصلہ کیا گیا کہ عوام کو ریلیف فراہم کرنے کیلئے بجٹ میں اضافی فنڈز مختص کئے جائیں گے ، انہوں نے کہا کہ ایران اور اسرائیل کے درمیان جاری کشیدگی پر پاکستان کا موقف واضح ہے اور ہم خطے میں امن کے خواہاں ہیں ، ترجمان دفتر خارجہ نے بتایا کہ عالمی برادری کو اپنی ذمہ داری ادا کرنی چاہئے ۔ اسلام آباد ( نمائندہ خصوصی ) وزیراعظم نے کہا ہے کہ پاکستان اپنی [794,775,985,1454]
continued-header [6,1563,196,1597]
continued-title: مریم نواز [1191,34,1311,64]
continued-header [795,738,985,772]
continued-label: بقیہ [1311,34,1343,64]
continued-label: بقیہ [128,738,160,768]
continued-label: بقیہ [522,957,554,987]
article-text: اسلام آباد ( نمائندہ خصوصی ) وزیراعظم نے کہا ہے کہ پاکستان اپنی خود مختاری کے تحفظ کیلئے پوری طرح تیار ہے اور قوم متحد ہے ، حکومت معاشی استحکام کیلئے اقدامات جاری رکھے گی ، اجلاس میں وفاقی وزرا نے ملکی صورتحال پر تفصیلی بریفنگ [1188,1020,1379,1114]
continued-label: بقیہ [522,1594,554,1624]
column-4 [596,30,787,2556]
continued-title: اسٹیٹ بینک [1191,1120,1311,1150]
continued-title: بیرسٹر سیف [205,820,325,850]
continued-title: ڈاکٹر مبر اس [8,1104,128,1134]
article-text: اسلام آباد ( نمائندہ خصوصی ) وزیراعظم نے کہا ہے کہ پاکستان اپنی خود مختاری کے تحفظ کیلئے پوری طرح تیار ہے اور قوم متحد ہے ، حکومت معاشی استحکام کیلئے اقدامات جاری رکھے گی ، اجلاس میں وفاقی وزرا نے ملکی صورتحال پر تفصیلی بریفنگ دی اور فیصلہ کیا گیا کہ عوام کو ریلیف فراہم کرنے کیلئے بجٹ میں اضافی فنڈز مختص کئے جائیں گے ، انہوں نے کہا کہ ایران اور اسرائیل کے درمیان جاری کشیدگی پر پاکستان کا موقف واضح ہے اور ہم خطے میں امن کے خواہاں ہیں ، ترجمان دفتر خارجہ نے بتایا کہ عالمی برادری کو اپنی ذمہ داری ادا کرنی چاہئے ۔ اسلام آباد ( نمائندہ خصوصی ) وزیراعظم نے کہا ہے کہ پاکستان اپنی خود مختاری کے تحفظ کیلئے پوری طرح تیار ہے اور قوم متحد ہے ، حکومت معاشی استحکام کیلئے اقدامات جاری رکھے گی ، اجلاس میں وفاقی وزرا نے ملکی صورتحال پر تفصیلی بریفنگ دی اور فیصلہ کیا گیا کہ عوام کو ریلیف فراہم کرنے کیلئے بجٹ میں اضافی فنڈز مختص کئے جائیں گے ، انہوں نے کہا کہ ایران اور اسرائیل کے درمیان جاری کشیدگی پر پاکستان کا موقف واضح ہے اور ہم خطے میں امن کے خواہاں ہیں ، ترجمان دفتر خارجہ نے بتایا کہ عالمی برادری کو اپنی ذمہ داری ادا کرنی چاہئے ۔ اسلام آباد ( نمائندہ خصوصی ) وزیراعظم نے کہا ہے کہ پاکستان اپنی خود مختاری کے تحفظ کیلئے پوری طرح تیار ہے اور قوم متحد ہے ، حکومت معاشی استحکام کیلئے اقدامات جاری رکھے گی ، اجلاس میں وفاقی وزرا نے ملکی صورتحال پر تفصیلی بریفنگ دی اور فیصلہ کیا گیا کہ عوام کو [1188,436,1379,979]
continued-number: 30 [554,1594,588,1624]
continued-header [6,736,196,770]
continued-title: بیرسٹر سلطان [205,264,325,294]
continued-label: بقیہ [128,1565,160,1595]
article-text: اسلام آباد ( نمائندہ خصوصی ) وزیراعظم نے کہا ہے کہ پاکستان اپنی خود مختاری کے تحفظ کیلئے پوری طرح تیار ہے اور قوم متحد ہے ، حکومت معاشی استحکام کیلئے اقدامات جاری رکھے گی ، اجلاس میں وفاقی وزرا نے ملکی صورتحال پر تفصیلی بریفنگ دی اور فیصلہ کیا گیا کہ عوام کو ریلیف فراہم کرنے کیلئے بجٹ میں اضافی فنڈز مختص کئے جائیں گے ، انہوں نے کہا کہ ایران اور اسرائیل کے درمیان جاری کشیدگی پر پاکستان کا موقف واضح ہے اور ہم خطے میں امن کے خواہاں ہیں ، ترجمان دفتر خارجہ نے بتایا کہ عالمی برادری کو اپنی ذمہ داری ادا کرنی چاہئے ۔ اسلام آباد ( نمائندہ خصوصی ) وزیراعظم نے کہا ہے کہ پاکستان اپنی خود مختاری کے تحفظ کیلئے پوری طرح تیار ہے اور قوم متحد ہے ، حکومت معاشی استحکام کیلئے اقدامات جاری رکھے گی ، اجلاس میں وفاقی وزرا نے ملکی صورتحال پر تفصیلی بریفنگ دی اور فیصلہ کیا گیا کہ عوام کو ریلیف فراہم کرنے کیلئے بجٹ میں اضافی فنڈز مختص کئے جائیں گے ، انہوں نے کہا کہ ایران اور اسرائیل کے درمیان جاری کشیدگی پر پاکستان کا موقف واضح ہے اور ہم خطے میں امن کے خواہاں ہیں ، ترجمان دفتر خارجہ نے بتایا کہ عالمی برادری کو اپنی ذمہ داری ادا کرنی چاہئے ۔ اسلام آباد ( نمائندہ خصوصی ) وزیراعظم نے کہا ہے کہ پاکستان اپنی خود مختاری کے تحفظ کیلئے پوری طرح تیار ہے اور قوم متحد ہے ، حکومت [597,70,788,558]
continued-number: 38 [160,183,194,213]
continued-header [795,1770,985,1804]
continued-header [597,562,787,596]
continued-title: ترقیاتی منصوبوں [797,1772,917,1802]
continued-header [597,2298,787,2332]
continued-label: بقیہ [917,1460,949,1490]
continued-label: بقیہ [917,373,949,403]
continued-title: ریکوڈک [599,564,719,594]
continued-header [400,616,590,650]
continued-label: بقیہ [325,34,357,64]
article-text: اسلام آباد ( نمائندہ خصوصی ) وزیراعظم نے کہا ہے کہ پاکستان اپنی خود مختاری کے تحفظ کیلئے پوری طرح تیار ہے اور قوم متحد ہے ، حکومت معاشی استحکام کیلئے اقدامات جاری رکھے گی ، اجلاس میں وفاقی وزرا نے ملکی صورتحال پر تفصیلی بریفنگ دی اور فیصلہ کیا گیا کہ عوام کو ریلیف فراہم کرنے کیلئے بجٹ میں اضافی فنڈز مختص کئے جائیں گے ، انہوں نے کہا کہ ایران اور اسرائیل کے درمیان جاری کشیدگی پر پاکستان کا موقف واضح ہے اور ہم خطے میں امن کے خواہاں ہیں ، ترجمان دفتر خارجہ نے بتایا کہ عالمی برادری کو اپنی ذمہ داری ادا کرنی چاہئے ۔ اسلام آباد ( نمائندہ خصوصی ) وزیراعظم نے کہا ہے کہ پاکستان اپنی خود مختاری کے تحفظ کیلئے پوری طرح تیار ہے اور قوم متحد ہے ، حکومت معاشی استحکام کیلئے اقدامات جاری رکھے گی ، اجلاس میں وفاقی وزرا نے ملکی صورتحال پر تفصیلی بریفنگ دی اور فیصلہ کیا گیا کہ عوام کو ریلیف فراہم کرنے کیلئے بجٹ میں اضافی فنڈز مختص کئے جائیں گے ، انہوں نے کہا کہ ایران اور اسرائیل کے درمیان جاری کشیدگی پر پاکستان کا موقف واضح ہے اور ہم خطے میں امن کے خواہاں ہیں ، ترجمان دفتر خارجہ نے بتایا کہ عالمی برادری کو اپنی ذمہ داری ادا کرنی چاہئے ۔ اسلام آباد ( نمائندہ خصوصی ) وزیراعظم نے کہا ہے کہ پاکستان اپنی خود مختاری کے تحفظ کیلئے پوری طرح تیار ہے اور قوم متحد ہے ، حکومت معاشی استحکام کیلئے اقدامات جاری رکھے گی ، اجلاس میں وفاقی وزرا نے ملکی صورتحال پر تفصیلی بریفنگ دی اور فیصلہ کیا گیا کہ عوام کو ریلیف فراہم کرنے کیلئے بجٹ میں اضافی فنڈز مختص کئے جائیں گے ، انہوں نے کہا کہ ایران اور اسرائیل کے درمیان جاری کشیدگی پر پاکستان کا موقف واضح ہے اور ہم خطے میں امن کے خواہاں ہیں ، ترجمان دفتر خارجہ نے بتایا کہ عالمی برادری کو اپنی ذمہ داری ادا کرنی چاہئے ۔ اسلام آباد ( نمائندہ خصوصی ) وزیراعظم نے کہا ہے کہ پاکستان اپنی خود مختاری کے تحفظ کیلئے پوری طرح تیار ہے اور قوم متحد ہے ، حکومت معاشی استحکام کیلئے اقدامات جاری رکھے گی ، اجلاس میں وفاقی وزرا [597,599,788,1333]
continued-number: 39 [160,359,194,389]
continued-header [795,1458,985,1492]
continued-header [6,1102,196,1136]
continued-title: سرکاری تکنیکس [797,373,917,403]
continued-label: بقیہ [522,1770,554,1800]
continued-title: اسحاق ڈار [1191,2041,1311,2071]
continued-title: ایران اسرائیل جنگ [402,34,522,64]
continued-title: عاصم افتخار [205,698,325,728]
article-text: اسلام آباد ( نمائندہ خصوصی ) وزیراعظم نے کہا ہے کہ پاکستان اپنی خود مختاری کے تحفظ کیلئے پوری طرح تیار ہے اور قوم متحد ہے ، حکومت معاشی استحکام کیلئے اقدامات جاری رکھے گی ، اجلاس میں وفاقی وزرا نے ملکی صورتحال پر تفصیلی بریفنگ دی اور فیصلہ کیا گیا کہ عوام کو [597,1847,788,1955]
article-text: اسلام آباد ( نمائندہ خصوصی ) وزیراعظم نے کہا ہے کہ پاکستان اپنی خود مختاری کے تحفظ کیلئے پوری طرح تیار ہے اور قوم متحد ہے ، حکومت معاشی استحکام کیلئے اقدامات جاری رکھے گی ، اجلاس میں وفاقی وزرا نے ملکی صورتحال پر تفصیلی بریفنگ دی اور فیصلہ کیا گیا کہ عوام کو ریلیف فراہم کرنے کیلئے بجٹ میں اضافی فنڈز مختص کئے جائیں گے ، انہوں نے کہا کہ ایران اور اسرائیل کے درمیان جاری کشیدگی پر پاکستان کا موقف واضح ہے اور ہم خطے میں امن کے خواہاں ہیں ، ترجمان دفتر خارجہ نے بتایا کہ عالمی برادری کو اپنی ذمہ داری ادا کرنی چاہئے ۔ اسلام آباد ( نمائندہ خصوصی ) وزیراعظم نے کہا ہے کہ پاکستان اپنی خود مختاری کے تحفظ کیلئے پوری طرح تیار ہے اور قوم متحد ہے ، حکومت معاشی استحکام کیلئے اقدامات جاری رکھے گی ، اجلاس میں وفاقی وزرا نے ملکی صورتحال پر تفصیلی بریفنگ دی اور فیصلہ کیا گیا کہ عوام کو ریلیف فراہم کرنے کیلئے بجٹ میں اضافی فنڈز مختص کئے جائیں گے ، انہوں نے کہا کہ ایران اور اسرائیل کے درمیان جاری کشیدگی پر پاکستان کا موقف واضح ہے اور ہم خطے میں امن کے خواہاں ہیں ، ترجمان دفتر خارجہ نے بتایا کہ عالمی برادری کو اپنی ذمہ داری ادا کرنی چاہئے ۔ اسلام آباد ( نمائندہ خصوصی ) وزیراعظم نے کہا ہے کہ پاکستان اپنی خود مختاری کے تحفظ کیلئے پوری طرح تیار ہے اور قوم متحد ہے ، حکومت معاشی استحکام کیلئے اقدامات جاری رکھے گی ، اجلاس میں وفاقی وزرا نے ملکی صورتحال پر تفصیلی بریفنگ دی اور فیصلہ کیا گیا کہ عوام کو [400,70,591,613]
continued-header [400,1592,590,1626]
continued-number: 18 [752,564,786,594]
continued-number: 16 [949,1975,983,2005]
continued-header [1189,1118,1379,1152]
continued-title: قائمہ کمیٹی [599,1960,719,1990]
continued-title: طلباء [599,1636,719,1666]
article-text: اسلام آباد ( نمائندہ خصوصی ) وزیراعظم نے کہا ہے کہ پاکستان اپنی خود مختاری کے تحفظ کیلئے پوری طرح تیار ہے اور قوم متحد ہے ، حکومت معاشی استحکام کیلئے اقدامات جاری رکھے گی ، اجلاس میں وفاقی وزرا نے ملکی صورتحال پر تفصیلی بریفنگ دی اور فیصلہ کیا گیا کہ عوام کو ریلیف فراہم کرنے کیلئے بجٹ میں اضافی فنڈز مختص کئے جائیں گے ، انہوں نے کہا کہ ایران اور اسرائیل کے درمیان جاری کشیدگی پر پاکستان کا موقف واضح ہے اور ہم خطے میں امن کے خواہاں ہیں ، ترجمان دفتر [203,70,394,259]
continued-number: 11 [949,373,983,403]
continued-number: 27 [554,957,588,987]
continued-number: 10 [949,34,983,64]
continued-number: 4 [1343,1120,1377,1150]
continued-title: شیری رحمٰن [402,1594,522,1624]
article-text: اسلام آباد ( نمائندہ خصوصی ) وزیراعظم نے کہا ہے کہ پاکستان اپنی خود مختاری کے تحفظ کیلئے پوری طرح تیار ہے اور قوم متحد ہے ، حکومت معاشی استحکام کیلئے اقدامات جاری رکھے گی ، اجلاس میں وفاقی وزرا نے ملکی صورتحال پر تفصیلی بریفنگ دی اور فیصلہ کیا گیا کہ عوام کو ریلیف فراہم کرنے کیلئے بجٹ میں اضافی فنڈز مختص کئے جائیں گے ، انہوں نے کہا کہ ایران اور اسرائیل کے درمیان جاری کشیدگی پر پاکستان [1188,1507,1379,1670]
